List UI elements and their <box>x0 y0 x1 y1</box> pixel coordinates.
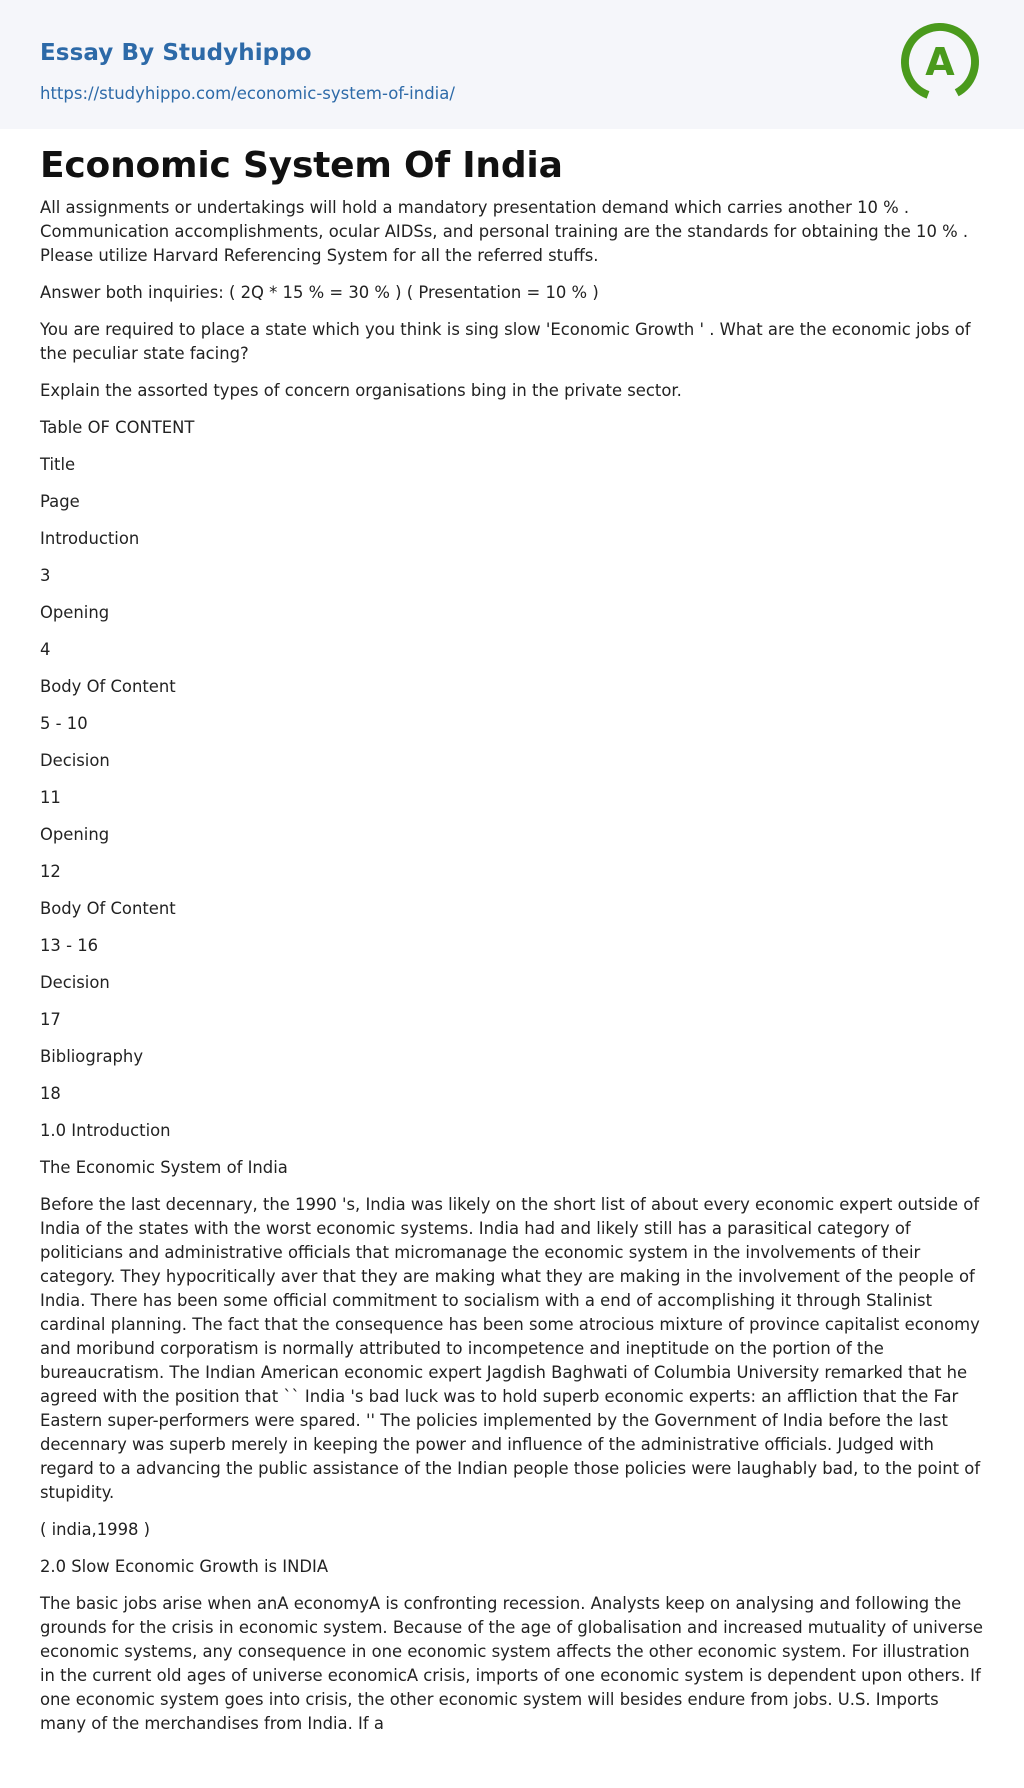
section-heading: 1.0 Introduction <box>40 1121 171 1140</box>
brand-title: Essay By Studyhippo <box>40 40 312 66</box>
toc-line: Page <box>40 492 80 511</box>
toc-line: Decision <box>40 973 110 992</box>
intro-paragraph: You are required to place a state which you think is sing slow 'Economic Growth ' . What are the economic jobs of the peculiar state facing? <box>40 320 971 363</box>
body-paragraph: Before the last decennary, the 1990 's, India was likely on the short list of about every economic expert outside of India of the states with the worst economic systems. India had and likely still has a parasitical category of politicians and administrative officials that micromanage the economic system in the involvements of their category. They hypocritically aver that they are making what they are making in the involvement of the people of India. There has been some official commitment to socialism with a end of accomplishing it through Stalinist cardinal planning. The fact that the consequence has been some atrocious mixture of province capitalist economy and moribund corporatism is normally attributed to incompetence and ineptitude on the portion of the bureaucratism. The Indian American economic expert Jagdish Baghwati of Columbia University remarked that he agreed with the position that `` India 's bad luck was to hold superb economic experts: an affliction that the Far Eastern super-performers were spared. '' The policies implemented by the Government of India before the last decennary was superb merely in keeping the power and influence of the administrative officials. Judged with regard to a advancing the public assistance of the Indian people those policies were laughably bad, to the point of stupidity. <box>40 1195 981 1502</box>
toc-line: 11 <box>40 788 61 807</box>
essay-content <box>0 129 1024 1736</box>
toc-line: 13 - 16 <box>40 936 99 955</box>
toc-line: Opening <box>40 825 110 844</box>
toc-line: 17 <box>40 1010 61 1029</box>
site-header <box>0 0 1024 129</box>
intro-paragraph: Answer both inquiries: ( 2Q * 15 % = 30 % ) ( Presentation = 10 % ) <box>40 283 599 302</box>
section-heading: 2.0 Slow Economic Growth is INDIA <box>40 1557 329 1576</box>
toc-line: Decision <box>40 751 110 770</box>
toc-line: Table OF CONTENT <box>40 418 195 437</box>
toc-line: Opening <box>40 603 110 622</box>
toc-line: Title <box>40 455 76 474</box>
toc-line: 3 <box>40 566 51 585</box>
intro-paragraph: All assignments or undertakings will hold a mandatory presentation demand which carries another 10 % . Communication accomplishments, ocular AIDSs, and personal training are the standards for obtaining the 10 % . Please utilize Harvard Referencing System for all the referred stuffs. <box>40 198 969 265</box>
logo-letter: A <box>925 40 955 84</box>
toc-line: Bibliography <box>40 1047 144 1066</box>
essay-url-link[interactable]: https://studyhippo.com/economic-system-of-india/ <box>40 84 455 103</box>
section-subheading: The Economic System of India <box>40 1158 288 1177</box>
toc-line: 4 <box>40 640 51 659</box>
toc-line: 18 <box>40 1084 61 1103</box>
toc-line: Body Of Content <box>40 899 176 918</box>
intro-paragraph: Explain the assorted types of concern organisations bing in the private sector. <box>40 381 682 400</box>
page-title: Economic System Of India <box>40 145 563 186</box>
studyhippo-logo-icon[interactable] <box>896 18 984 106</box>
citation: ( india,1998 ) <box>40 1520 151 1539</box>
toc-line: 12 <box>40 862 61 881</box>
table-of-contents <box>40 416 984 1180</box>
toc-line: Introduction <box>40 529 140 548</box>
toc-line: 5 - 10 <box>40 714 88 733</box>
toc-line: Body Of Content <box>40 677 176 696</box>
body-paragraph: The basic jobs arise when anA economyA is confronting recession. Analysts keep on analysing and following the grounds for the crisis in economic system. Because of the age of globalisation and increased mutuality of universe economic systems, any consequence in one economic system affects the other economic system. For illustration in the current old ages of universe economicA crisis, imports of one economic system is dependent upon others. If one economic system goes into crisis, the other economic system will besides endure from jobs. U.S. Imports many of the merchandises from India. If a <box>40 1594 983 1733</box>
